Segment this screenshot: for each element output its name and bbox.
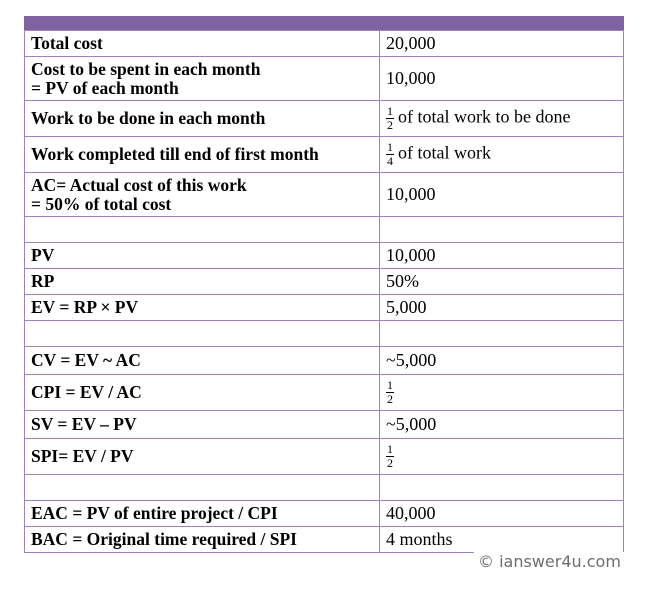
table-row bbox=[25, 243, 624, 269]
row-label: BAC = Original time required / SPI bbox=[25, 527, 380, 553]
row-value: 10,000 bbox=[380, 173, 624, 217]
row-value: 10,000 bbox=[380, 57, 624, 101]
table-row-spacer bbox=[25, 217, 624, 243]
row-label: SPI= EV / PV bbox=[25, 439, 380, 475]
table-row bbox=[25, 411, 624, 439]
row-value: 5,000 bbox=[380, 295, 624, 321]
value-text: of total work to be done bbox=[398, 106, 571, 127]
row-label bbox=[25, 475, 380, 501]
row-label bbox=[25, 321, 380, 347]
table-header-bar bbox=[24, 16, 624, 30]
label-line: = 50% of total cost bbox=[31, 193, 172, 214]
row-label: EV = RP × PV bbox=[25, 295, 380, 321]
row-label: SV = EV – PV bbox=[25, 411, 380, 439]
row-label bbox=[25, 217, 380, 243]
fraction-denominator: 2 bbox=[387, 392, 393, 406]
table-row bbox=[25, 173, 624, 217]
fraction bbox=[386, 141, 394, 168]
row-label bbox=[25, 57, 380, 101]
table-row bbox=[25, 295, 624, 321]
fraction bbox=[386, 443, 394, 470]
label-line: = PV of each month bbox=[31, 77, 179, 98]
fraction-numerator: 1 bbox=[387, 140, 393, 154]
table-row bbox=[25, 527, 624, 553]
row-label bbox=[25, 173, 380, 217]
label-line: Cost to be spent in each month bbox=[31, 58, 261, 79]
row-label: CV = EV ~ AC bbox=[25, 347, 380, 375]
table-row bbox=[25, 439, 624, 475]
fraction-denominator: 2 bbox=[387, 456, 393, 470]
value-text: of total work bbox=[398, 142, 491, 163]
table-row bbox=[25, 375, 624, 411]
table-row bbox=[25, 137, 624, 173]
row-value: ~5,000 bbox=[380, 347, 624, 375]
row-value bbox=[380, 217, 624, 243]
watermark: © ianswer4u.com bbox=[474, 552, 625, 571]
row-value: ~5,000 bbox=[380, 411, 624, 439]
row-label: Work completed till end of first month bbox=[25, 137, 380, 173]
fraction-numerator: 1 bbox=[387, 104, 393, 118]
evm-table bbox=[24, 30, 624, 553]
table-row bbox=[25, 101, 624, 137]
row-value bbox=[380, 101, 624, 137]
fraction-denominator: 4 bbox=[387, 154, 393, 168]
table-row bbox=[25, 269, 624, 295]
row-value: 40,000 bbox=[380, 501, 624, 527]
fraction-denominator: 2 bbox=[387, 118, 393, 132]
table-row bbox=[25, 31, 624, 57]
fraction-numerator: 1 bbox=[387, 378, 393, 392]
row-value: 4 months bbox=[380, 527, 624, 553]
fraction bbox=[386, 105, 394, 132]
row-label: CPI = EV / AC bbox=[25, 375, 380, 411]
table-row bbox=[25, 57, 624, 101]
table-row-spacer bbox=[25, 321, 624, 347]
row-label: EAC = PV of entire project / CPI bbox=[25, 501, 380, 527]
table-row bbox=[25, 347, 624, 375]
row-value bbox=[380, 375, 624, 411]
fraction-numerator: 1 bbox=[387, 442, 393, 456]
row-label: Total cost bbox=[25, 31, 380, 57]
fraction bbox=[386, 379, 394, 406]
row-value bbox=[380, 321, 624, 347]
row-value bbox=[380, 439, 624, 475]
row-value bbox=[380, 475, 624, 501]
label-line: AC= Actual cost of this work bbox=[31, 174, 247, 195]
row-label: PV bbox=[25, 243, 380, 269]
row-value bbox=[380, 137, 624, 173]
row-value: 10,000 bbox=[380, 243, 624, 269]
row-label: RP bbox=[25, 269, 380, 295]
table-row-spacer bbox=[25, 475, 624, 501]
row-value: 20,000 bbox=[380, 31, 624, 57]
table-row bbox=[25, 501, 624, 527]
row-value: 50% bbox=[380, 269, 624, 295]
row-label: Work to be done in each month bbox=[25, 101, 380, 137]
